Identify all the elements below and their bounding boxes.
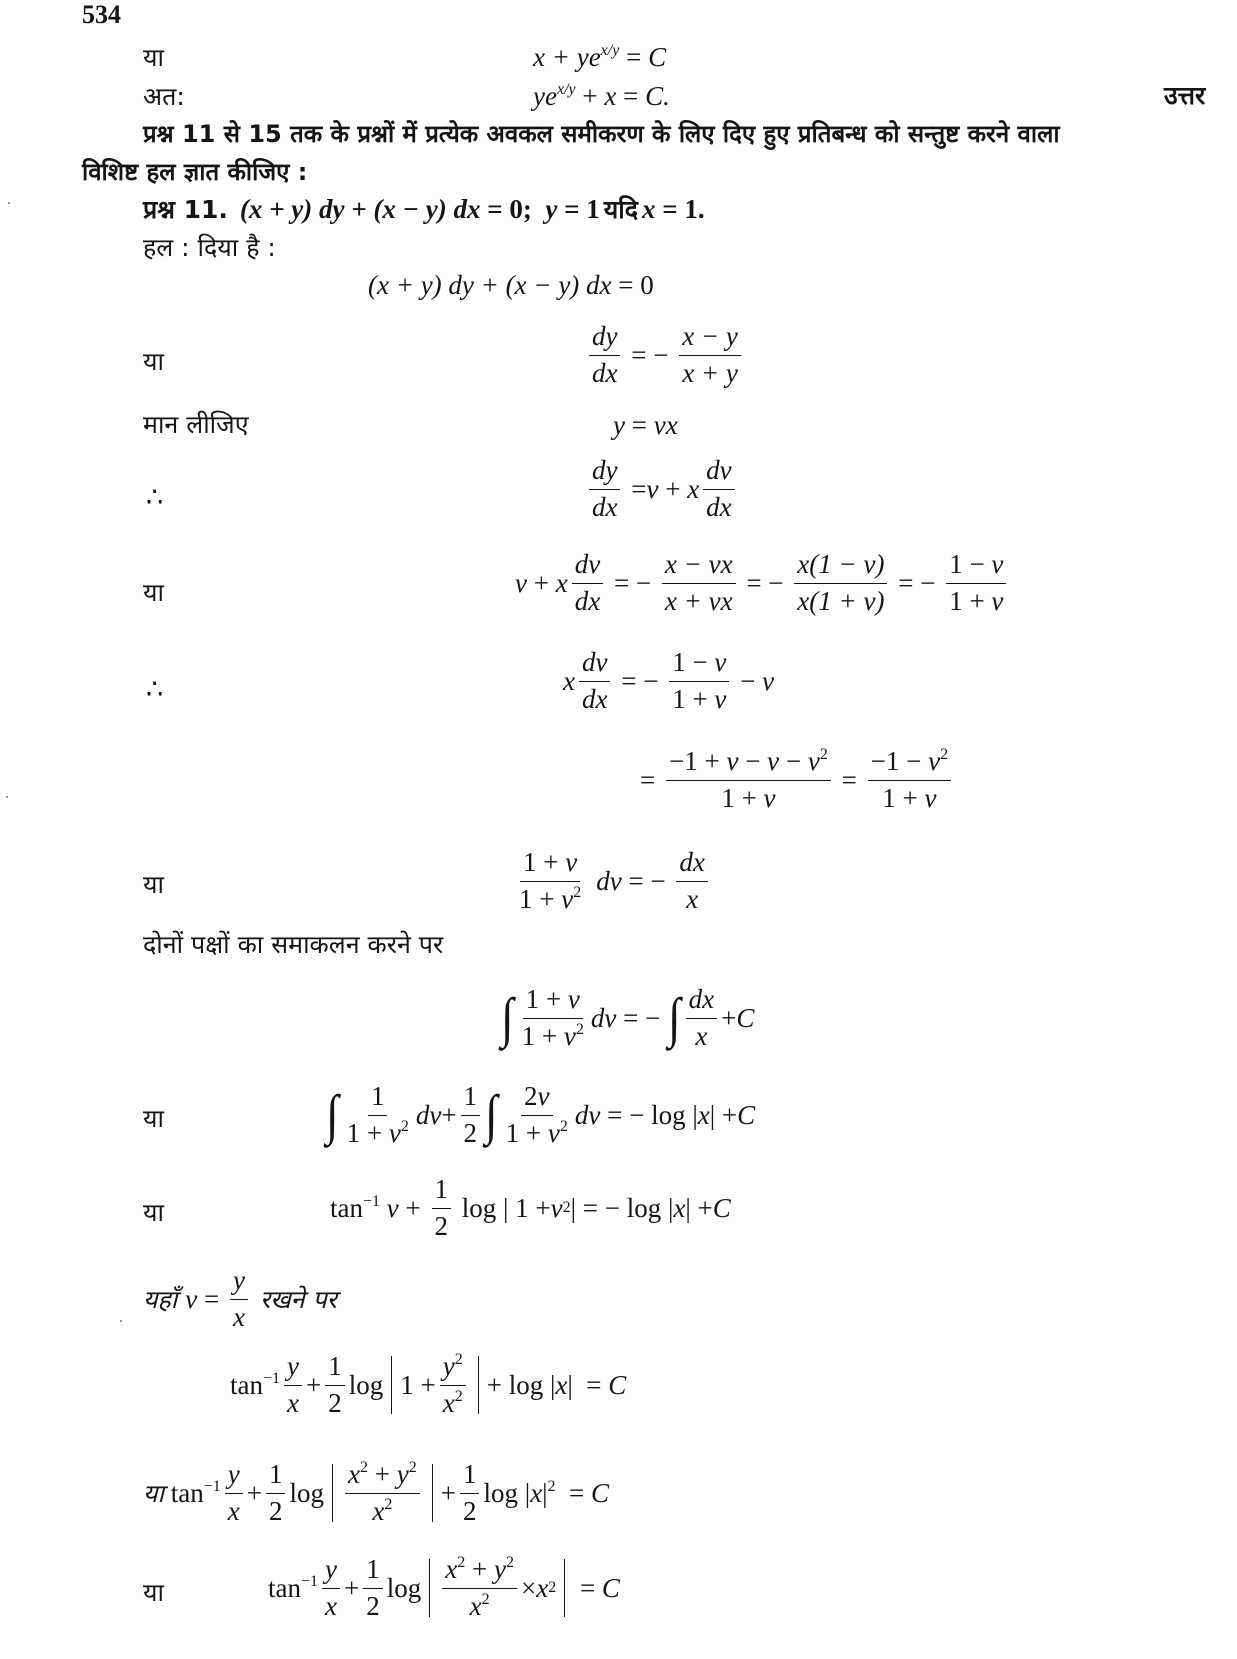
equation-substituted-3: $\tan^{-1}$ $\frac{y}{x}$ + $\frac{1}{2}$ log $\frac{x^2 + y^2}{x^2}$ × x 2 = C [268,1554,620,1621]
equation-variables-separated: $\frac{1 + v}{1 + v^2}$ dv = − $\frac{dx}{x}$ [512,848,712,914]
substitute-suffix: रखने पर [259,1284,337,1314]
integrate-text: दोनों पक्षों का समाकलन करने पर [143,930,444,959]
substitute-prefix: यहाँ [143,1284,178,1314]
equation-substitution: y = vx [613,410,678,440]
equation-separation-2: x $\frac{dv}{dx}$ = − $\frac{1 - v}{1 + v}$ − v [563,647,775,714]
label-ya: या [143,870,164,899]
heading-line-2: विशिष्ट हल ज्ञात कीजिए : [82,158,308,186]
question-equation: (x + y) dy + (x − y) dx = 0; y = 1 [239,194,600,224]
heading-line-1: प्रश्न 11 से 15 तक के प्रश्नों में प्रत्येक अवकल समीकरण के लिए दिए हुए प्रतिबन्ध को सन्तुष्ट करने वाला [143,120,1060,148]
substitute-line: यहाँ v = $\frac{y}{x}$ रखने पर [143,1265,337,1332]
label-ya: या [143,1104,164,1133]
scan-speck [120,1320,122,1322]
label-maan-lijiye: मान लीजिए [143,410,249,439]
answer-label: उत्तर [1164,81,1206,110]
equation-dydx-derivative: $\frac{dy}{dx}$ = v + x $\frac{dv}{dx}$ [585,456,739,522]
label-atah: अत: [143,82,185,111]
scan-speck [6,796,8,798]
question-condition: x = 1. [642,194,705,224]
label-ya: या [143,578,164,607]
equation-substituted-2: या $\tan^{-1}$ $\frac{y}{x}$ + $\frac{1}{2}$ log $\frac{x^2 + y^2}{x^2}$ + $\frac{1}{2}$ log | x $|^2$ = C [143,1459,609,1526]
equation-substituted-1: $\tan^{-1}$ $\frac{y}{x}$ + $\frac{1}{2}$ log 1 + $\frac{y^2}{x^2}$ + log | x | = C [230,1351,627,1418]
therefore-symbol: ∴ [146,482,164,512]
equation-intro-2: $ye^{x/y} + x = C$. [533,81,670,111]
question-label: प्रश्न 11. [143,195,228,224]
label-ya: या [143,43,164,72]
equation-integral-1: ∫ $\frac{1 + v}{1 + v^2}$ dv = − ∫ $\frac{dx}{x}$ + C [501,984,755,1051]
label-ya: या [143,1578,164,1607]
question-condition-word: यदि [603,195,638,224]
page-number: 534 [82,0,121,29]
question-11 [143,196,705,223]
given-equation: (x + y) dy + (x − y) dx = 0 [368,270,654,300]
equation-simplified: = $\frac{-1 + v - v - v^2}{1 + v}$ = $\frac{-1 - v^2}{1 + v}$ [640,747,955,813]
label-ya: या [143,1198,164,1227]
equation-dydx: $\frac{dy}{dx}$ = − $\frac{x - y}{x + y}$ [585,322,745,388]
equation-separation-1: v + x $\frac{dv}{dx}$ = − $\frac{x - vx}{x + vx}$ = − $\frac{x(1 - v)}{x(1 + v)}$ = − $\frac{1 - v}{1 + v}$ [515,550,1010,616]
label-ya: या [143,1478,164,1508]
therefore-symbol: ∴ [146,674,164,704]
scan-speck [8,202,10,204]
equation-integral-2: ∫ $\frac{1}{1 + v^2}$ dv + $\frac{1}{2}$ ∫ $\frac{2v}{1 + v^2}$ dv = − log | x | + C [326,1081,756,1148]
label-ya: या [143,347,164,376]
equation-integrated: $\tan^{-1}$ v + $\frac{1}{2}$ log | 1 + v 2 | = − log | x | + C [330,1174,731,1241]
solution-intro: हल : दिया है : [143,233,276,262]
equation-intro-1: $x + ye^{x/y} = C$ [533,42,667,72]
